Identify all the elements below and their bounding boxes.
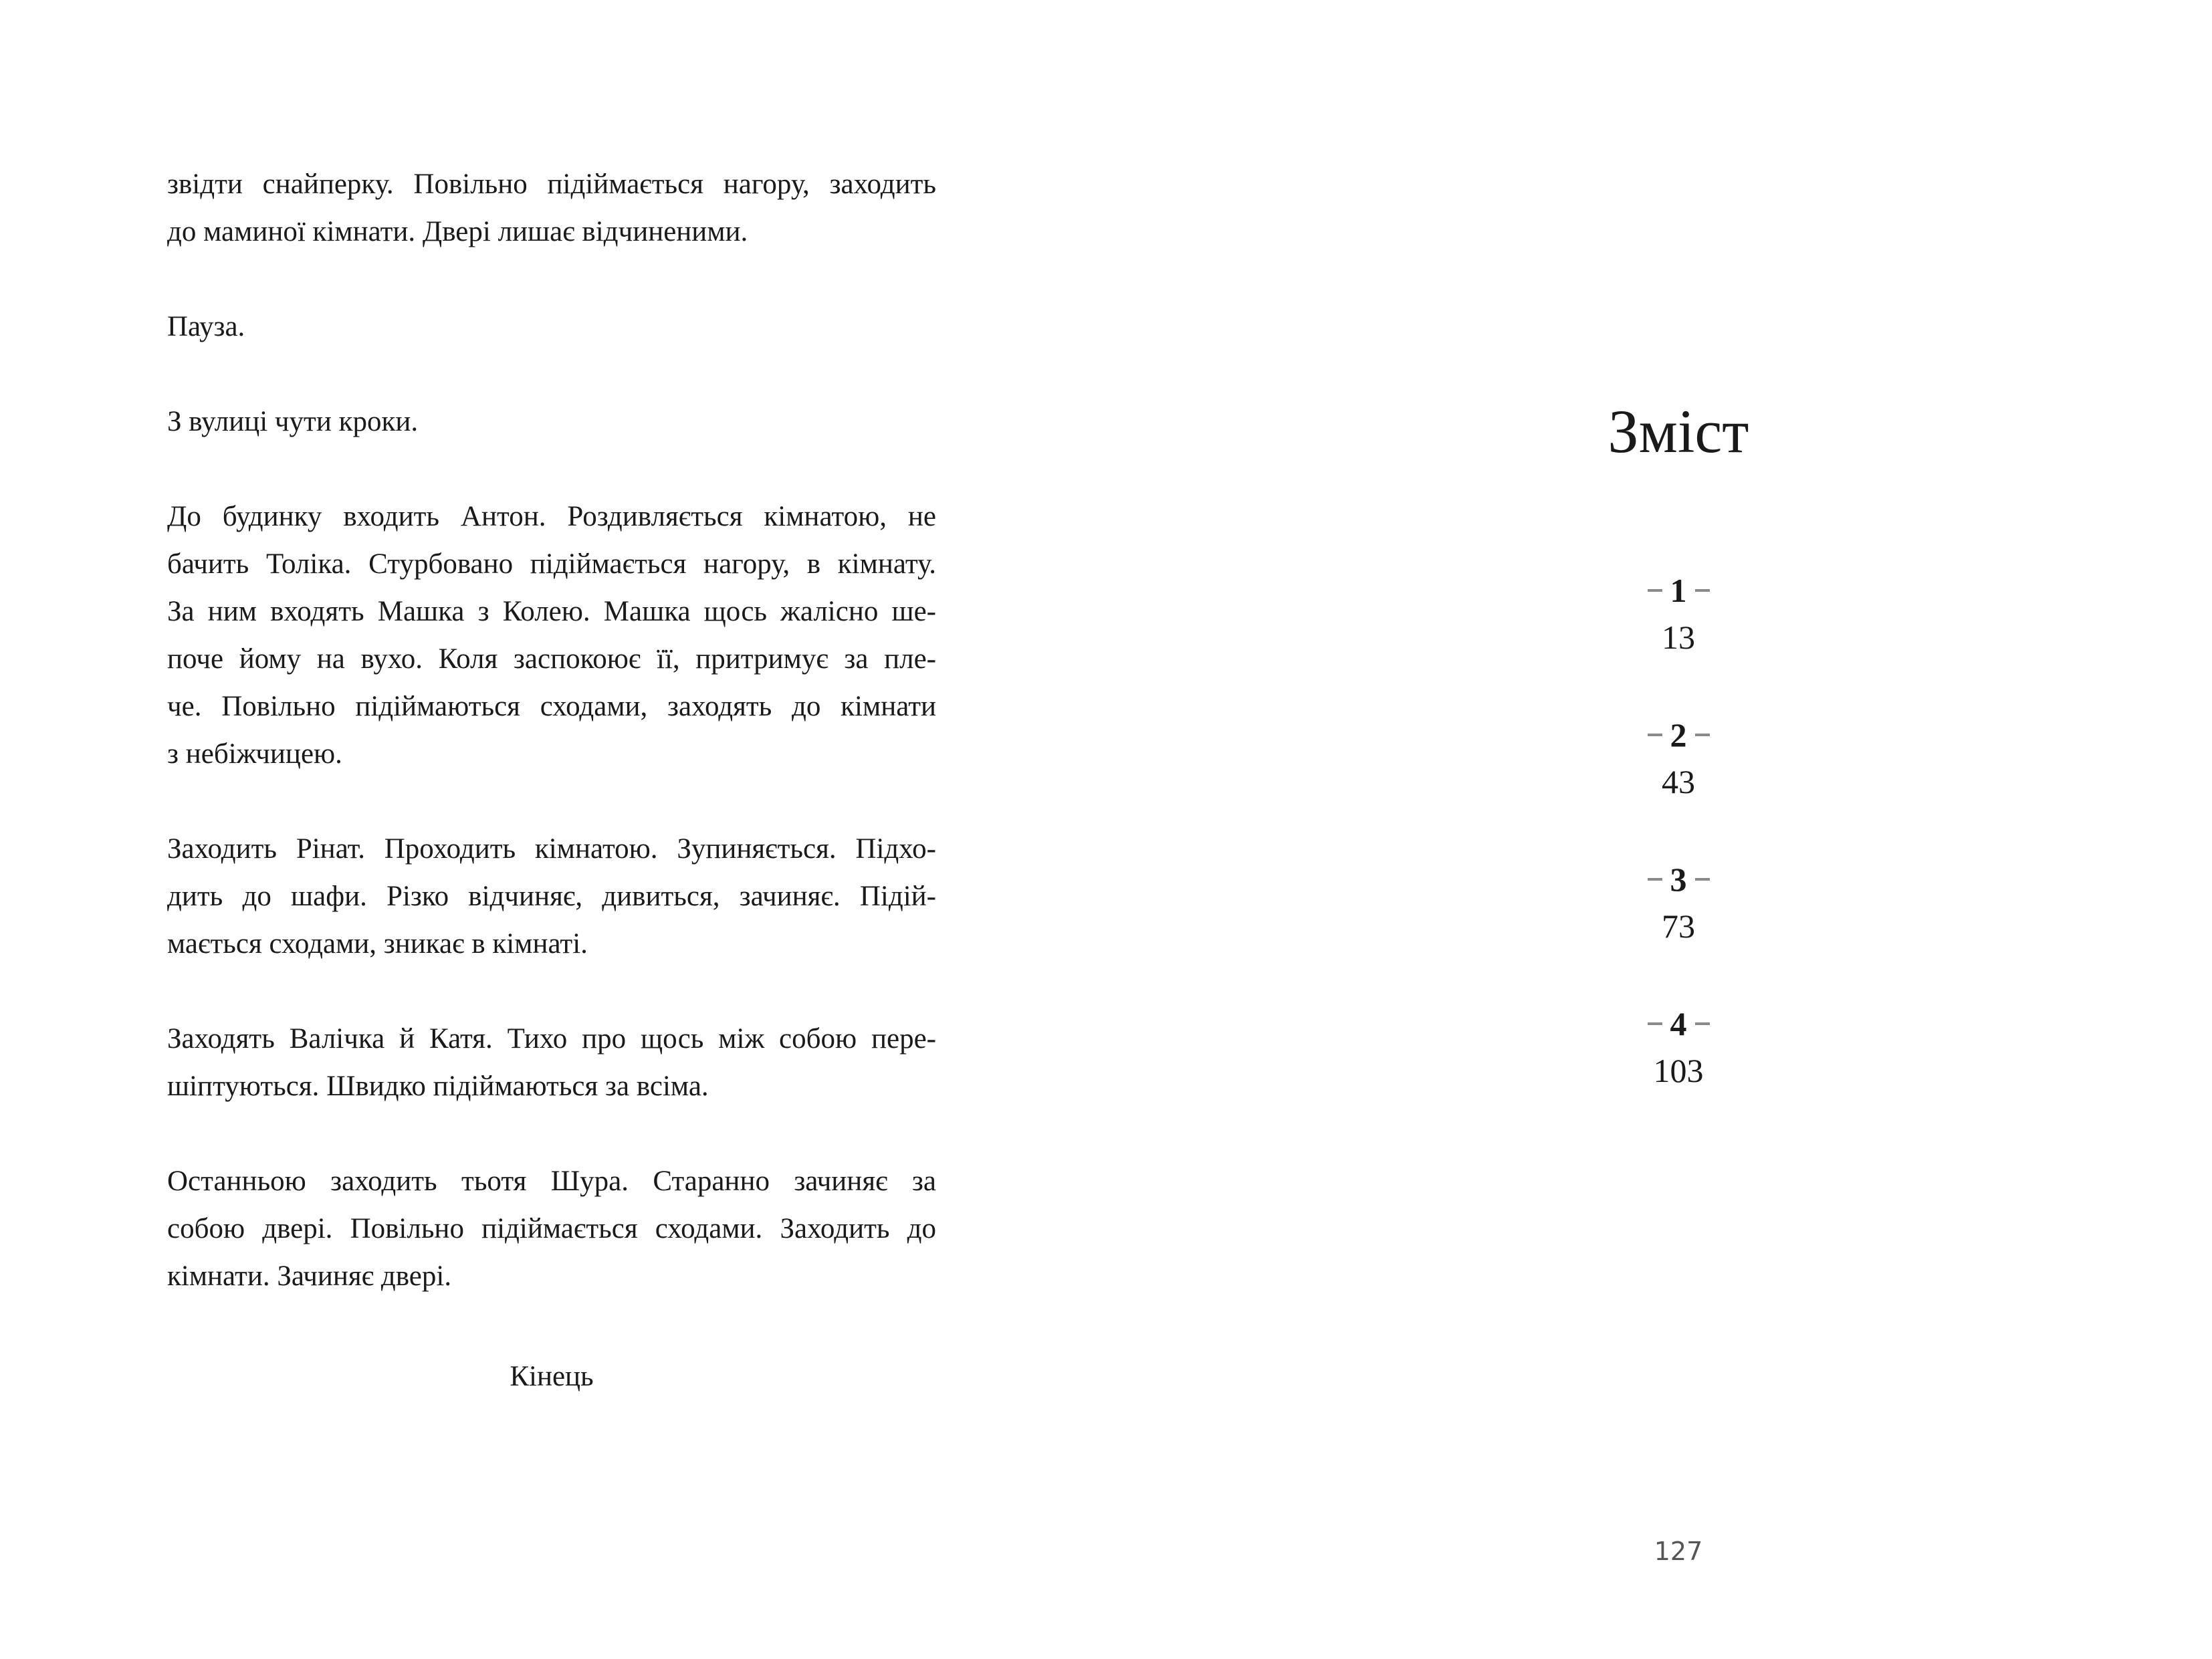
toc-part-label: 4 [1670, 1005, 1687, 1042]
dash-icon [1648, 589, 1662, 592]
toc-page-number: 103 [1653, 1052, 1704, 1089]
toc-part-label: 2 [1670, 716, 1687, 754]
paragraph [167, 160, 936, 255]
text-line: з небіжчицею. [167, 738, 342, 770]
dash-icon [1648, 1022, 1662, 1025]
toc-part-label: 1 [1670, 572, 1687, 609]
toc-part-number [1545, 567, 1812, 614]
paragraph [167, 1015, 936, 1110]
dash-icon [1695, 734, 1710, 736]
text-line: че. Повільно підіймаються сходами, заходять до кімнати [167, 691, 936, 722]
text-line: дить до шафи. Різко відчиняє, дивиться, зачиняє. Підій- [167, 881, 936, 912]
paragraph [167, 303, 936, 350]
text-line: До будинку входить Антон. Роздивляється кімнатою, не [167, 501, 936, 532]
paragraph [167, 825, 936, 968]
toc-part-number [1545, 1000, 1812, 1047]
toc-part-label: 3 [1670, 861, 1687, 898]
dash-icon [1648, 734, 1662, 736]
paragraph [167, 1157, 936, 1300]
left-page-text [167, 160, 936, 1347]
toc-entry[interactable] [1545, 856, 1812, 1000]
dash-icon [1695, 1022, 1710, 1025]
text-line: За ним входять Машка з Колею. Машка щось жалісно ше- [167, 596, 936, 627]
page-number: 127 [1654, 1537, 1703, 1566]
text-line: З вулиці чути кроки. [167, 406, 419, 437]
text-line: Останньою заходить тьотя Шура. Старанно зачиняє за [167, 1166, 936, 1197]
text-line: звідти снайперку. Повільно підіймається нагору, заходить [167, 169, 936, 200]
text-line: Заходять Валічка й Катя. Тихо про щось між собою пере- [167, 1023, 936, 1055]
text-line: кімнати. Зачиняє двері. [167, 1260, 452, 1292]
text-line: шіптуються. Швидко підіймаються за всіма. [167, 1071, 709, 1102]
toc-page-number: 43 [1662, 763, 1695, 800]
end-word: Кінець [510, 1361, 594, 1392]
text-line: собою двері. Повільно підіймається сходами. Заходить до [167, 1213, 936, 1244]
text-line: до маминої кімнати. Двері лишає відчиненими. [167, 216, 748, 247]
toc-part-number [1545, 856, 1812, 903]
dash-icon [1695, 589, 1710, 592]
text-line: бачить Толіка. Стурбовано підіймається нагору, в кімнату. [167, 548, 936, 580]
text-line: мається сходами, зникає в кімнаті. [167, 928, 588, 960]
toc-page-number: 13 [1662, 619, 1695, 656]
table-of-contents [1545, 567, 1812, 1145]
toc-entry[interactable] [1545, 711, 1812, 856]
toc-part-number [1545, 711, 1812, 758]
toc-page-number: 73 [1662, 907, 1695, 945]
text-line: Заходить Рінат. Проходить кімнатою. Зупиняється. Підхо- [167, 833, 936, 865]
toc-entry[interactable] [1545, 1000, 1812, 1145]
text-line: Пауза. [167, 311, 245, 342]
toc-title: Зміст [1608, 397, 1749, 465]
paragraph [167, 493, 936, 778]
toc-entry[interactable] [1545, 567, 1812, 711]
dash-icon [1648, 878, 1662, 881]
paragraph [167, 398, 936, 445]
text-line: поче йому на вухо. Коля заспокоює її, притримує за пле- [167, 643, 936, 675]
dash-icon [1695, 878, 1710, 881]
